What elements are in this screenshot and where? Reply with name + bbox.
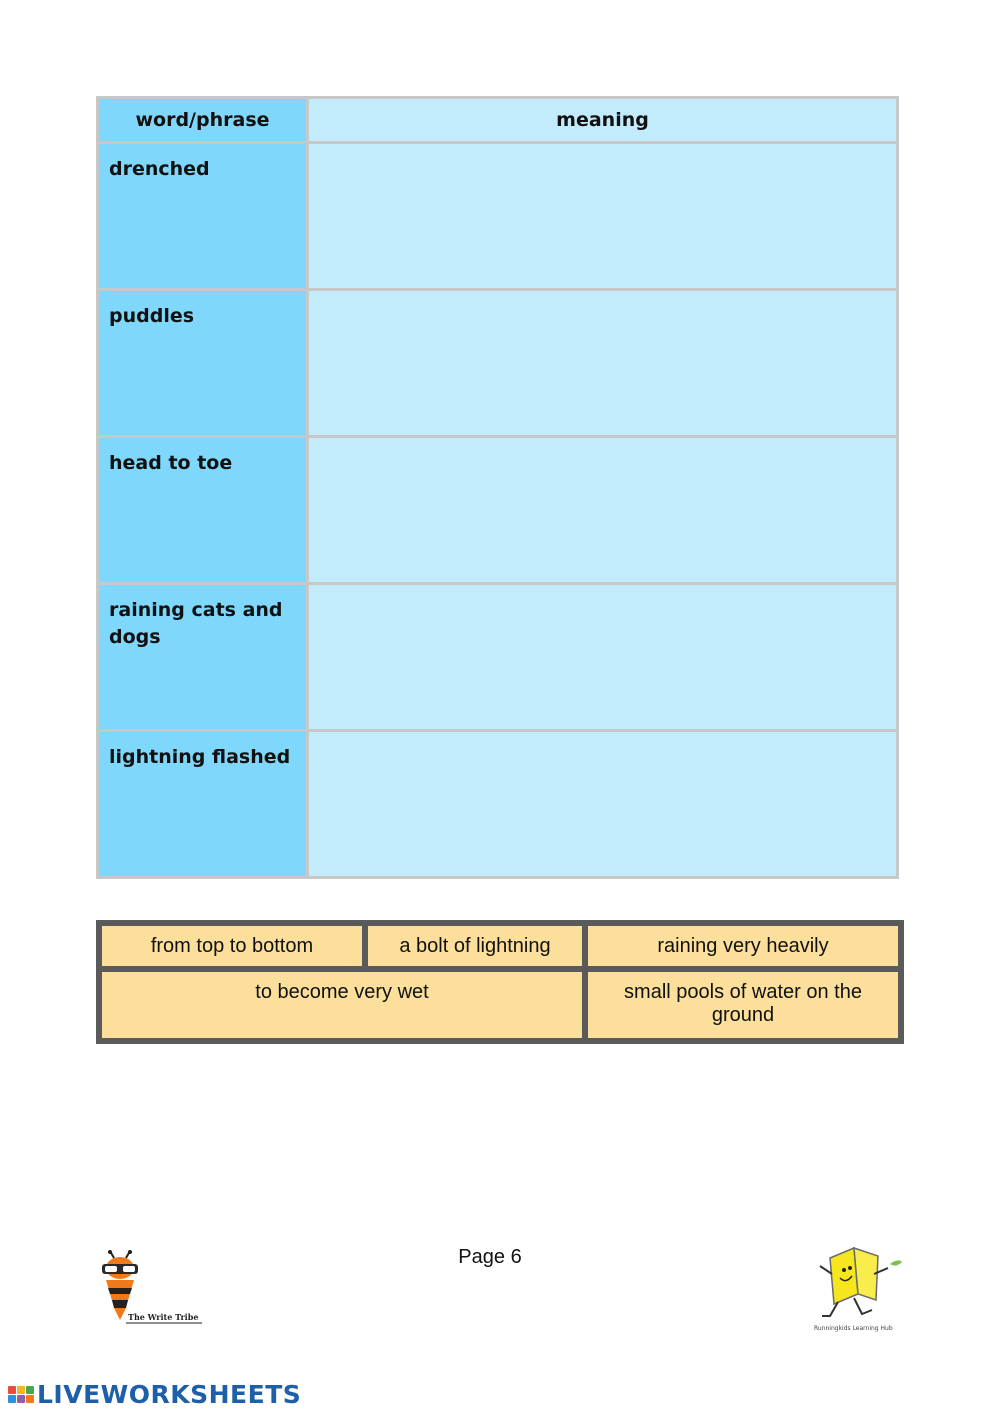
meaning-input[interactable] <box>309 144 896 288</box>
header-meaning: meaning <box>308 98 898 143</box>
word-cell: drenched <box>98 143 308 290</box>
word-cell: head to toe <box>98 437 308 584</box>
liveworksheets-logo-icon <box>8 1386 34 1403</box>
liveworksheets-brand <box>8 1378 301 1410</box>
meaning-drop-zone[interactable] <box>308 731 898 878</box>
meaning-input[interactable] <box>309 438 896 582</box>
word-bank-option[interactable]: small pools of water on the ground <box>588 972 898 1038</box>
liveworksheets-wordmark: LIVEWORKSHEETS <box>37 1379 302 1409</box>
runningkids-logo <box>810 1244 905 1344</box>
table-row <box>98 143 898 290</box>
table-header-row <box>98 98 898 143</box>
table-row <box>98 731 898 878</box>
meaning-input[interactable] <box>309 585 896 729</box>
meaning-drop-zone[interactable] <box>308 143 898 290</box>
word-bank-option[interactable]: a bolt of lightning <box>368 926 582 966</box>
word-cell: puddles <box>98 290 308 437</box>
word-bank-option[interactable]: raining very heavily <box>588 926 898 966</box>
meaning-input[interactable] <box>309 291 896 435</box>
header-word-phrase: word/phrase <box>98 98 308 143</box>
word-cell: raining cats and dogs <box>98 584 308 731</box>
table-row <box>98 584 898 731</box>
write-tribe-logo-text: The Write Tribe <box>128 1312 199 1322</box>
vocabulary-table <box>96 96 899 879</box>
meaning-drop-zone[interactable] <box>308 437 898 584</box>
meaning-input[interactable] <box>309 732 896 876</box>
page-number: Page 6 <box>458 1246 522 1268</box>
word-bank-option[interactable]: from top to bottom <box>102 926 362 966</box>
write-tribe-logo <box>96 1250 208 1328</box>
meaning-drop-zone[interactable] <box>308 584 898 731</box>
word-bank <box>96 920 904 1044</box>
table-row <box>98 437 898 584</box>
word-bank-option[interactable]: to become very wet <box>102 972 582 1038</box>
table-row <box>98 290 898 437</box>
runningkids-logo-text: Runningkids Learning Hub <box>814 1325 893 1332</box>
word-cell: lightning flashed <box>98 731 308 878</box>
meaning-drop-zone[interactable] <box>308 290 898 437</box>
